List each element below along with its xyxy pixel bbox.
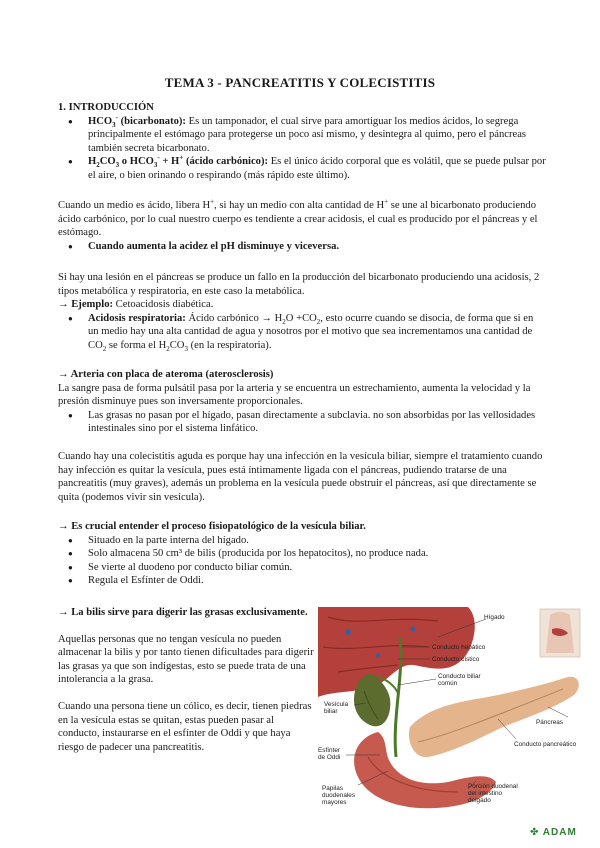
label-conducto-biliar-comun: Conducto biliar común xyxy=(438,673,481,687)
paragraph-acidez xyxy=(58,199,546,253)
anatomy-figure xyxy=(318,607,582,817)
acidosis-list xyxy=(58,312,546,353)
section-heading: → Arteria con placa de ateroma (aterosclerosis) xyxy=(58,369,274,380)
label-duodeno: Porción duodenal del intestino delgado xyxy=(468,783,518,804)
paragraph-text: Aquellas personas que no tengan vesícula no pueden almacenar la bilis y por tanto tienen dificultades para digerir las grasas ya que son indigestas, esto se puede trata de una intolerancia a la grasa. xyxy=(58,633,314,686)
list-item: ● Regula el Esfínter de Oddi. xyxy=(58,574,546,588)
term-text: Es el único ácido corporal que es volátil, que se puede pulsar por el aire, o bien orinando o respirando (más rápido este último). xyxy=(88,156,546,181)
label-papilas: Papilas duodenales mayores xyxy=(322,785,356,806)
section-arteria xyxy=(58,368,546,436)
paragraph-lesion-pancreas xyxy=(58,271,546,353)
gallbladder-shape xyxy=(354,673,390,726)
label-conducto-pancreatico: Conducto pancreático xyxy=(514,741,577,748)
paragraph-text: La sangre pasa de forma pulsátil pasa por la arteria y se encuentra un estrechamiento, aumenta la velocidad y la presión disminuye pues son inversamente proporcionales. xyxy=(58,382,531,408)
term-label: $H_2CO_3$ o $HCO_3^- + H^+$ (ácido carbónico): xyxy=(88,153,269,170)
list-item: ● Se vierte al duodeno por conducto biliar común. xyxy=(58,561,546,575)
term-label: $HCO_3^-$ (bicarbonato): xyxy=(88,113,186,129)
label-vesicula-biliar: Vesícula biliar xyxy=(324,701,349,715)
list-item: ● Acidosis respiratoria: Ácido carbónico → $H_2O +CO_2$, esto ocurre cuando se disocia, de forma que si en un medio hay una alta cantidad de agua y nosotros por el motivo que sea incrementamos una cantidad de $CO_2$ se forma el $H_2CO_3$ (en la respiratoria). xyxy=(58,312,546,353)
artery-list xyxy=(58,409,546,436)
section-heading: → La bilis sirve para digerir las grasas exclusivamente. xyxy=(58,607,308,618)
label-higado: Hígado xyxy=(484,614,505,621)
acidez-list xyxy=(58,240,546,254)
list-item xyxy=(58,115,546,156)
section-heading: 1. INTRODUCCIÓN xyxy=(58,102,154,113)
label-esfinter-oddi: Esfínter de Oddi xyxy=(318,747,341,761)
page-title: TEMA 3 - PANCREATITIS Y COLECISTITIS xyxy=(164,75,436,90)
section-bilis xyxy=(58,606,314,754)
list-item: ● Solo almacena 50 cm³ de bilis (producida por los hepatocitos), no produce nada. xyxy=(58,547,546,561)
list-item: ● Las grasas no pasan por el hígado, pasan directamente a subclavia. no son absorbidas por las vellosidades intestinales sino por el sistema linfático. xyxy=(58,409,546,436)
adam-logo: ✤ ADAM xyxy=(530,827,577,838)
section-vesicula xyxy=(58,520,546,588)
anatomy-illustration xyxy=(318,607,582,817)
list-item: ● Situado en la parte interna del hígado. xyxy=(58,534,546,548)
paragraph-text: Cuando un medio es ácido, libera H+, si hay un medio con alta cantidad de H+ se une al bicarbonato produciendo ácido carbónico, por lo cual nuestro cuerpo es tendiente a crear acidosis, el cual es producido por el páncreas y el estómago. xyxy=(58,197,538,239)
intro-list xyxy=(58,115,546,183)
term-text: Es un tamponador, el cual sirve para amortiguar los medios ácidos, lo segrega principalmente el estómago para protegerse un poco así mismo, y desintegra al quimo, pero el páncreas también secreta bicarbonato. xyxy=(88,115,527,154)
label-conducto-hepatico: Conducto hepático xyxy=(432,644,486,651)
label-pancreas: Páncreas xyxy=(536,719,563,726)
list-item xyxy=(58,155,546,182)
section-introduccion xyxy=(58,101,546,183)
paragraph-text: Cuando hay una colecistitis aguda es porque hay una infección en la vesícula biliar, siempre el tratamiento cuando hay infección es quitar la vesícula, pues está íntimamente ligada con el páncreas, pudiendo tratarse de una pancreatitis (muy graves), además un problema en la vesícula puede obstruir el páncreas, así que directamente se quita (podemos vivir sin vesícula). xyxy=(58,451,543,503)
section-heading: → Es crucial entender el proceso fisiopatológico de la vesícula biliar. xyxy=(58,521,366,532)
label-conducto-cistico: Conducto cístico xyxy=(432,656,480,663)
paragraph-text: Cuando una persona tiene un cólico, es decir, tienen piedras en la vesícula estas se quitan, estas pueden pasar al conducto, instaurarse en el esfínter de Oddi y que haya riesgo de padecer una pancreatitis. xyxy=(58,700,312,753)
example-line: → Ejemplo: Cetoacidosis diabética. xyxy=(58,299,214,311)
paragraph-text: Si hay una lesión en el páncreas se produce un fallo en la producción del bicarbonato produciendo una acidosis, 2 tipos metabólica y respiratoria, en este caso la metabólica. xyxy=(58,272,540,297)
paragraph-colecistitis xyxy=(58,450,546,504)
vesicula-list xyxy=(58,534,546,588)
list-item: ● Cuando aumenta la acidez el pH disminuye y viceversa. xyxy=(58,240,546,254)
